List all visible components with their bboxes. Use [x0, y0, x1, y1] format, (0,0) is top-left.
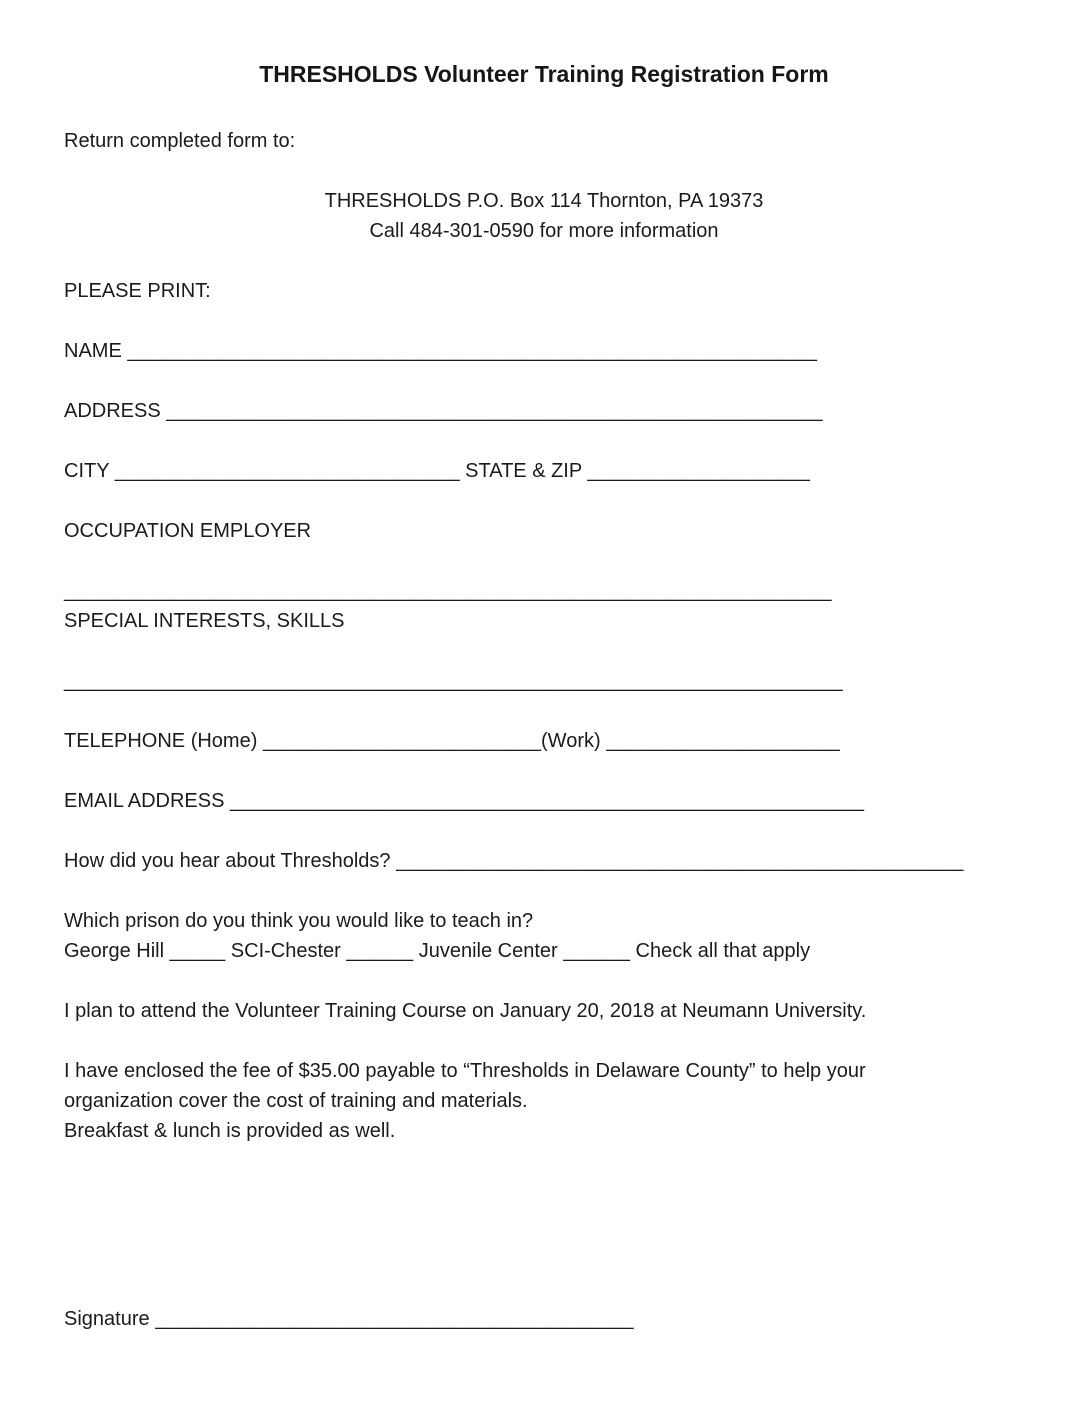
george-hill-label: George Hill [64, 940, 165, 962]
prison-options-row [64, 936, 1024, 966]
interests-label: SPECIAL INTERESTS, SKILLS [64, 610, 345, 632]
telephone-row [64, 726, 1024, 756]
please-print-label: PLEASE PRINT: [64, 280, 211, 302]
return-instruction: Return completed form to: [64, 130, 296, 152]
org-phone: Call 484-301-0590 for more information [369, 220, 719, 242]
fee-statement-line1: I have enclosed the fee of $35.00 payable to “Thresholds in Delaware County” to help your [64, 1060, 866, 1082]
juvenile-center-blank-line: ______ [563, 940, 630, 962]
address-blank-line: ___________________________________________________________ [166, 400, 823, 422]
signature-gap [64, 1146, 1024, 1304]
fee-statement-line3: Breakfast & lunch is provided as well. [64, 1120, 396, 1142]
telephone-home-label: TELEPHONE (Home) [64, 730, 258, 752]
telephone-home-blank-line: _________________________ [262, 730, 542, 752]
city-blank-line: _______________________________ [114, 460, 460, 482]
name-row [64, 336, 1024, 366]
name-label: NAME [64, 340, 122, 362]
prison-choice-block [64, 906, 1024, 966]
form-title: THRESHOLDS Volunteer Training Registration Form [259, 61, 829, 87]
address-row [64, 396, 1024, 426]
signature-label: Signature [64, 1308, 150, 1330]
occupation-label: OCCUPATION EMPLOYER [64, 520, 312, 542]
telephone-work-blank-line: _____________________ [606, 730, 840, 752]
email-row [64, 786, 1024, 816]
sci-chester-label: SCI-Chester [230, 940, 341, 962]
occupation-blank-row [64, 576, 1024, 606]
juvenile-center-label: Juvenile Center [418, 940, 558, 962]
george-hill-blank-line: _____ [169, 940, 226, 962]
hear-about-blank-line: ___________________________________________________ [396, 850, 964, 872]
email-label: EMAIL ADDRESS [64, 790, 225, 812]
attend-statement: I plan to attend the Volunteer Training Course on January 20, 2018 at Neumann University. [64, 1000, 867, 1022]
org-address: THRESHOLDS P.O. Box 114 Thornton, PA 19373 [324, 190, 764, 212]
email-blank-line: _________________________________________________________ [229, 790, 864, 812]
interests-blank-row [64, 666, 1024, 696]
state-zip-blank-line: ____________________ [587, 460, 810, 482]
sci-chester-blank-line: ______ [346, 940, 414, 962]
interests-blank-line: ______________________________________________________________________ [64, 670, 843, 692]
address-label: ADDRESS [64, 400, 161, 422]
signature-blank-line: ___________________________________________ [155, 1308, 634, 1330]
fee-statement-block [64, 1056, 1024, 1146]
fee-statement-line2: organization cover the cost of training and materials. [64, 1090, 528, 1112]
prison-question: Which prison do you think you would like to teach in? [64, 910, 534, 932]
state-zip-label: STATE & ZIP [465, 460, 582, 482]
hear-about-label: How did you hear about Thresholds? [64, 850, 391, 872]
name-blank-line: ______________________________________________________________ [127, 340, 817, 362]
city-label: CITY [64, 460, 110, 482]
occupation-blank-line: _____________________________________________________________________ [64, 580, 832, 602]
hear-about-row [64, 846, 1024, 876]
city-state-zip-row [64, 456, 1024, 486]
signature-row [64, 1304, 1024, 1334]
org-contact-block [64, 186, 1024, 246]
telephone-work-label: (Work) [541, 730, 601, 752]
check-all-label: Check all that apply [635, 940, 811, 962]
